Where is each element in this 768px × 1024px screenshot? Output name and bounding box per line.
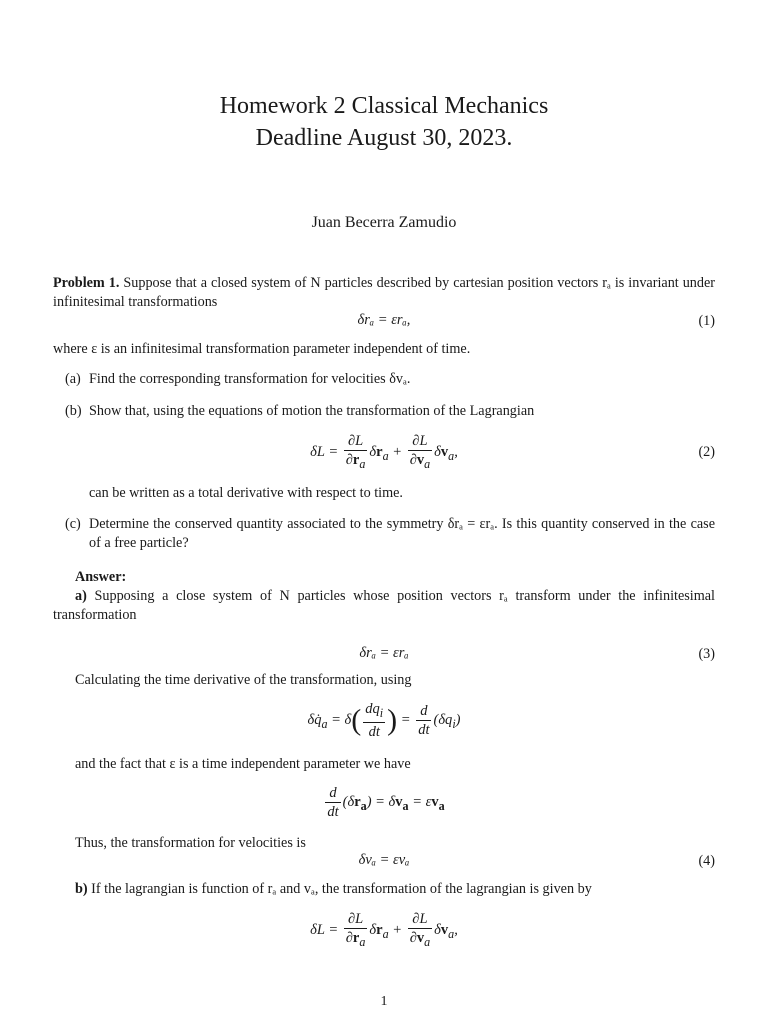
- equation-4-number: (4): [698, 853, 715, 869]
- problem-intro-text: Suppose that a closed system of N particles described by cartesian position vectors rₐ is invariant under infinitesimal transformations: [53, 275, 716, 310]
- calc-text: Calculating the time derivative of the transformation, using: [75, 672, 412, 688]
- answer-part-a-text: Supposing a close system of N particles whose position vectors rₐ transform under the infinitesimal transformation: [53, 588, 715, 623]
- equation-3: δrₐ = εrₐ: [359, 645, 409, 661]
- derivative-equation: $\frac{d}{dt}$ $(\delta r_a) = \delta v_a = \varepsilon v_a$: [327, 785, 445, 820]
- answer-part-b-text: If the lagrangian is function of rₐ and vₐ, the transformation of the lagrangian is given by: [91, 881, 592, 897]
- equation-4: δvₐ = εvₐ: [358, 852, 410, 868]
- answer-part-b-label: b): [75, 881, 88, 897]
- after-eq1-text: where ε is an infinitesimal transformation parameter independent of time.: [53, 341, 471, 357]
- item-b-text: Show that, using the equations of motion the transformation of the Lagrangian: [89, 403, 535, 419]
- time-derivative-identity: $\delta q̇_a = \delta$( $\frac{dq_i}{dt}$ ) = $\frac{d}{dt}$ $(\delta q_i)$: [307, 701, 461, 740]
- item-c-text: Determine the conserved quantity associated to the symmetry δrₐ = εrₐ. Is this quantity conserved in the case of a free particle?: [89, 516, 715, 551]
- item-b-label: (b): [65, 403, 82, 419]
- author: Juan Becerra Zamudio: [311, 214, 457, 231]
- answer-heading: Answer:: [75, 569, 127, 585]
- equation-1-number: (1): [698, 313, 715, 329]
- thus-text: Thus, the transformation for velocities is: [75, 835, 306, 851]
- item-a: [65, 370, 715, 389]
- item-c-label: (c): [65, 516, 81, 532]
- equation-2: δL = $\frac{\partial L}{\partial r_a}$ $\delta r_a$ + $\frac{\partial L}{\partial v_a}$ $\delta v_a$,: [310, 433, 458, 471]
- equation-1: δrₐ = εrₐ,: [357, 312, 411, 328]
- equation-3-number: (3): [698, 646, 715, 662]
- page-number: 1: [380, 994, 388, 1009]
- fact-text: and the fact that ε is a time independent parameter we have: [75, 756, 411, 772]
- item-b: [65, 402, 715, 421]
- problem-label: Problem 1.: [53, 275, 120, 291]
- answer-part-a: [53, 587, 715, 625]
- title-line-1: Homework 2 Classical Mechanics: [219, 93, 549, 119]
- answer-part-a-label: a): [75, 588, 87, 604]
- item-a-label: (a): [65, 371, 81, 387]
- title-line-2: Deadline August 30, 2023.: [255, 125, 513, 151]
- lagrangian-variation-equation: δL = $\frac{\partial L}{\partial r_a}$ $\delta r_a$ + $\frac{\partial L}{\partial v_a}$ $\delta v_a$,: [310, 911, 458, 949]
- item-a-text: Find the corresponding transformation for velocities δvₐ.: [89, 371, 411, 387]
- answer-part-b: [75, 880, 715, 899]
- equation-2-number: (2): [698, 444, 715, 460]
- item-b-continuation: can be written as a total derivative with respect to time.: [89, 485, 403, 501]
- problem-intro: [53, 274, 715, 312]
